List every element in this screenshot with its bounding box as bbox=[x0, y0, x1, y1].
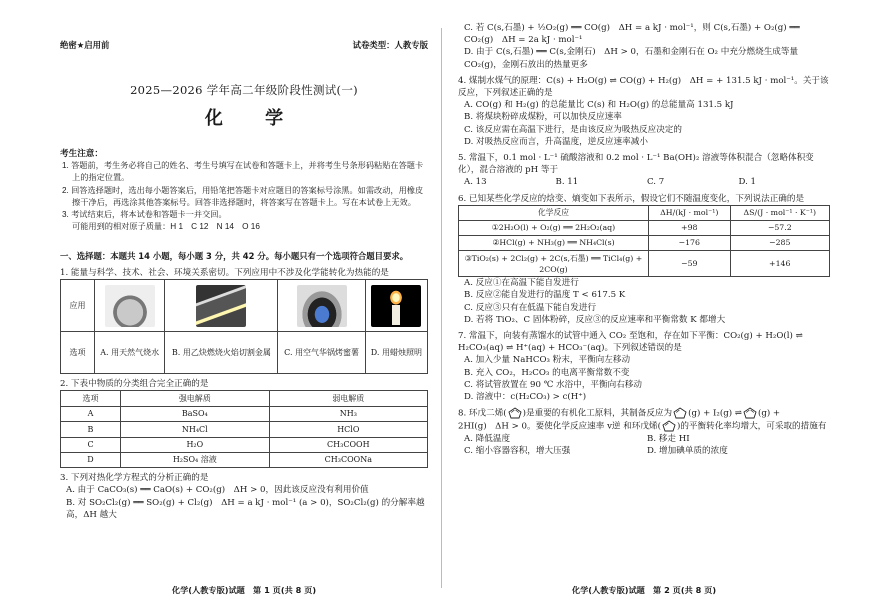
question-4-option-b: B. 将煤块粉碎成煤粉，可以加快反应速率 bbox=[464, 112, 622, 123]
table-cell: ②HCl(g) + NH₃(g) ══ NH₄Cl(s) bbox=[459, 235, 649, 250]
notice-item-3: 3. 考试结束后，将本试卷和答题卡一并交回。 bbox=[62, 210, 227, 220]
atomic-masses: 可能用到的相对原子质量：H 1 C 12 N 14 O 16 bbox=[72, 222, 260, 232]
table-header: 弱电解质 bbox=[269, 391, 427, 406]
question-2 bbox=[60, 378, 428, 468]
table-cell: B bbox=[61, 422, 121, 437]
question-8-option-d: D. 增加碘单质的浓度 bbox=[647, 445, 728, 456]
page-divider bbox=[441, 28, 442, 588]
question-8-option-c: C. 缩小容器容积，增大压强 bbox=[464, 445, 571, 456]
confidential-label: 绝密★启用前 bbox=[60, 40, 110, 50]
question-5-option-b: B. 11 bbox=[555, 177, 579, 188]
option-d: D. 用蜡烛照明 bbox=[365, 332, 427, 374]
table-cell: A bbox=[61, 406, 121, 421]
table-cell: HClO bbox=[269, 422, 427, 437]
table-cell: BaSO₄ bbox=[121, 406, 270, 421]
question-8-stem bbox=[458, 407, 830, 420]
question-6-stem: 6. 已知某些化学反应的焓变、熵变如下表所示，假设它们不随温度变化，下列说法正确的是 bbox=[458, 193, 805, 204]
option-a: A. 用天然气烧水 bbox=[95, 332, 165, 374]
question-5-option-a: A. 13 bbox=[464, 177, 487, 188]
question-7-stem: 7. 常温下，向装有蒸馏水的试管中通入 CO₂ 至饱和，存在如下平衡：CO₂(g) + H₂O(l) ⇌ H₂CO₃(aq) ⇌ H⁺(aq) + HCO₃⁻(aq)。下列叙述错误的是 bbox=[458, 330, 803, 354]
table-cell: CH₃COONa bbox=[269, 452, 427, 467]
question-3-stem: 3. 下列对热化学方程式的分析正确的是 bbox=[60, 473, 209, 484]
question-7 bbox=[458, 330, 830, 403]
air-fryer-image bbox=[297, 285, 347, 327]
table-header: 化学反应 bbox=[459, 205, 649, 220]
cyclopentene-structure-icon bbox=[673, 407, 687, 419]
option-c: C. 用空气华锅烤蜜薯 bbox=[278, 332, 365, 374]
table-cell: −57.2 bbox=[730, 220, 829, 235]
question-4-option-d: D. 对吸热反应而言，升高温度，逆反应速率减小 bbox=[464, 136, 648, 147]
table-row bbox=[61, 422, 428, 437]
table-cell: ①2H₂O(l) + O₂(g) ══ 2H₂O₂(aq) bbox=[459, 220, 649, 235]
question-7-option-b: B. 充入 CO₂，H₂CO₃ 的电离平衡常数不变 bbox=[464, 367, 630, 378]
question-6-option-b: B. 反应②能自发进行的温度 T < 617.5 K bbox=[464, 290, 626, 301]
table-header: 选项 bbox=[61, 391, 121, 406]
cyclopentadiene-structure-icon bbox=[508, 407, 522, 419]
question-8-text: )是重要的有机化工原料，其制备反应为 bbox=[522, 408, 673, 419]
table-header: ΔH/(kJ · mol⁻¹) bbox=[649, 205, 731, 220]
page-right bbox=[458, 0, 830, 615]
question-4-option-c: C. 该反应需在高温下进行，是由该反应为吸热反应决定的 bbox=[464, 124, 682, 135]
candle-image bbox=[371, 285, 421, 327]
question-5 bbox=[458, 152, 830, 189]
table-row bbox=[459, 251, 830, 277]
question-8-stem-continued bbox=[458, 420, 830, 433]
question-8-option-b: B. 移走 HI bbox=[647, 433, 690, 444]
row-label-app: 应用 bbox=[61, 280, 95, 332]
header-bar bbox=[60, 40, 428, 52]
cyclopentadiene-product-icon bbox=[743, 407, 757, 419]
table-cell: −176 bbox=[649, 235, 731, 250]
question-3-option-d: D. 由于 C(s,石墨) ══ C(s,金刚石) ΔH > 0，石墨和金刚石在 O₂ 中充分燃烧生成等量 CO₂(g)，金刚石放出的热量更多 bbox=[464, 47, 799, 70]
section-heading: 一、选择题：本题共 14 小题，每小题 3 分，共 42 分。每小题只有一个选项符合题目要求。 bbox=[60, 251, 409, 262]
question-1 bbox=[60, 267, 428, 374]
question-6-option-a: A. 反应①在高温下能自发进行 bbox=[464, 278, 579, 289]
question-4 bbox=[458, 75, 830, 148]
question-8-text: 2HI(g) ΔH > 0。要使化学反应速率 v逆 和环戊烯( bbox=[458, 421, 661, 432]
question-8 bbox=[458, 407, 830, 457]
footer-page-1: 化学(人教专版)试题 第 1 页(共 8 页) bbox=[171, 585, 317, 595]
notice-title: 考生注意： bbox=[60, 148, 103, 159]
table-row bbox=[61, 406, 428, 421]
question-2-table bbox=[60, 390, 428, 468]
table-cell: C bbox=[61, 437, 121, 452]
table-cell: −285 bbox=[730, 235, 829, 250]
table-cell: NH₄Cl bbox=[121, 422, 270, 437]
table-row bbox=[459, 220, 830, 235]
question-5-option-d: D. 1 bbox=[738, 177, 757, 188]
question-1-table bbox=[60, 279, 428, 374]
table-cell: ③TiO₂(s) + 2Cl₂(g) + 2C(s,石墨) ══ TiCl₄(g) + 2CO(g) bbox=[459, 251, 649, 277]
question-8-text: )的平衡转化率均增大，可采取的措施有 bbox=[676, 421, 827, 432]
question-3-option-a: A. 由于 CaCO₃(s) ══ CaO(s) + CO₂(g) ΔH > 0，因此该反应没有利用价值 bbox=[66, 485, 369, 496]
question-8-text: (g) + I₂(g) ⇌ bbox=[688, 408, 742, 419]
table-cell: D bbox=[61, 452, 121, 467]
question-6-option-c: C. 反应③只有在低温下能自发进行 bbox=[464, 302, 597, 313]
table-header: ΔS/(J · mol⁻¹ · K⁻¹) bbox=[730, 205, 829, 220]
question-5-options bbox=[458, 176, 830, 188]
question-4-stem: 4. 煤制水煤气的原理：C(s) + H₂O(g) ⇌ CO(g) + H₂(g) ΔH = + 131.5 kJ · mol⁻¹。关于该反应，下列叙述正确的是 bbox=[458, 75, 829, 99]
table-cell: CH₃COOH bbox=[269, 437, 427, 452]
question-7-option-a: A. 加入少量 NaHCO₃ 粉末，平衡向左移动 bbox=[464, 355, 631, 366]
table-row bbox=[459, 235, 830, 250]
table-cell: NH₃ bbox=[269, 406, 427, 421]
question-6-option-d: D. 若将 TiO₂、C 固体粉碎，反应③的反应速率和平衡常数 K 都增大 bbox=[464, 314, 726, 325]
table-row bbox=[61, 437, 428, 452]
table-cell: +146 bbox=[730, 251, 829, 277]
question-5-option-c: C. 7 bbox=[647, 177, 665, 188]
paper-type-label: 试卷类型：人教专版 bbox=[352, 40, 428, 50]
option-b: B. 用乙炔燃烧火焰切割金属 bbox=[165, 332, 278, 374]
page-left bbox=[60, 0, 428, 615]
question-3-continued bbox=[458, 22, 830, 71]
cyclopentene-icon bbox=[662, 420, 676, 432]
question-8-option-a: A. 降低温度 bbox=[464, 433, 511, 444]
notice-item-1: 1. 答题前，考生务必将自己的姓名、考生号填写在试卷和答题卡上，并将考生号条形码粘贴在答题卡上的指定位置。 bbox=[62, 161, 424, 183]
question-3-option-b: B. 对 SO₂Cl₂(g) ══ SO₂(g) + Cl₂(g) ΔH = a kJ · mol⁻¹ (a > 0)，SO₂Cl₂(g) 的分解率越高，ΔH 越大 bbox=[66, 497, 425, 520]
notice-item-2: 2. 回答选择题时，选出每小题答案后，用铅笔把答题卡对应题目的答案标号涂黑。如需改动，用橡皮擦干净后，再选涂其他答案标号。回答非选择题时，将答案写在答题卡上。写在本试卷上无效。 bbox=[62, 185, 424, 207]
kettle-image bbox=[105, 285, 155, 327]
question-3 bbox=[60, 472, 428, 521]
question-4-option-a: A. CO(g) 和 H₂(g) 的总能量比 C(s) 和 H₂O(g) 的总能量高 131.5 kJ bbox=[464, 100, 734, 111]
question-8-options bbox=[458, 433, 830, 457]
question-5-stem: 5. 常温下，0.1 mol · L⁻¹ 硫酸溶液和 0.2 mol · L⁻¹ Ba(OH)₂ 溶液等体积混合（忽略体积变化），混合溶液的 pH 等于 bbox=[458, 153, 814, 176]
question-6-table bbox=[458, 205, 830, 277]
question-1-stem: 1. 能量与科学、技术、社会、环境关系密切。下列应用中不涉及化学能转化为热能的是 bbox=[60, 268, 389, 279]
exam-title: 2025—2026 学年高二年级阶段性测试(一) bbox=[130, 82, 358, 97]
table-cell: H₂SO₄ 溶液 bbox=[121, 452, 270, 467]
question-8-text: 8. 环戊二烯( bbox=[458, 408, 507, 419]
footer-page-2: 化学(人教专版)试题 第 2 页(共 8 页) bbox=[571, 585, 717, 595]
question-7-option-c: C. 将试管放置在 90 ℃ 水浴中，平衡向右移动 bbox=[464, 379, 642, 390]
torch-cutting-image bbox=[196, 285, 246, 327]
subject-title: 化 学 bbox=[204, 108, 302, 130]
table-cell: −59 bbox=[649, 251, 731, 277]
table-row bbox=[61, 452, 428, 467]
table-cell: H₂O bbox=[121, 437, 270, 452]
question-6 bbox=[458, 193, 830, 326]
question-2-stem: 2. 下表中物质的分类组合完全正确的是 bbox=[60, 379, 209, 390]
question-3-option-c: C. 若 C(s,石墨) + ½O₂(g) ══ CO(g) ΔH = a kJ · mol⁻¹，则 C(s,石墨) + O₂(g) ══ CO₂(g) ΔH = 2a kJ · mol⁻¹ bbox=[464, 23, 800, 46]
table-header: 强电解质 bbox=[121, 391, 270, 406]
question-8-text: (g) + bbox=[757, 408, 781, 419]
row-label-option: 选项 bbox=[61, 332, 95, 374]
table-cell: +98 bbox=[649, 220, 731, 235]
question-7-option-d: D. 溶液中：c(H₂CO₃) > c(H⁺) bbox=[464, 391, 587, 402]
